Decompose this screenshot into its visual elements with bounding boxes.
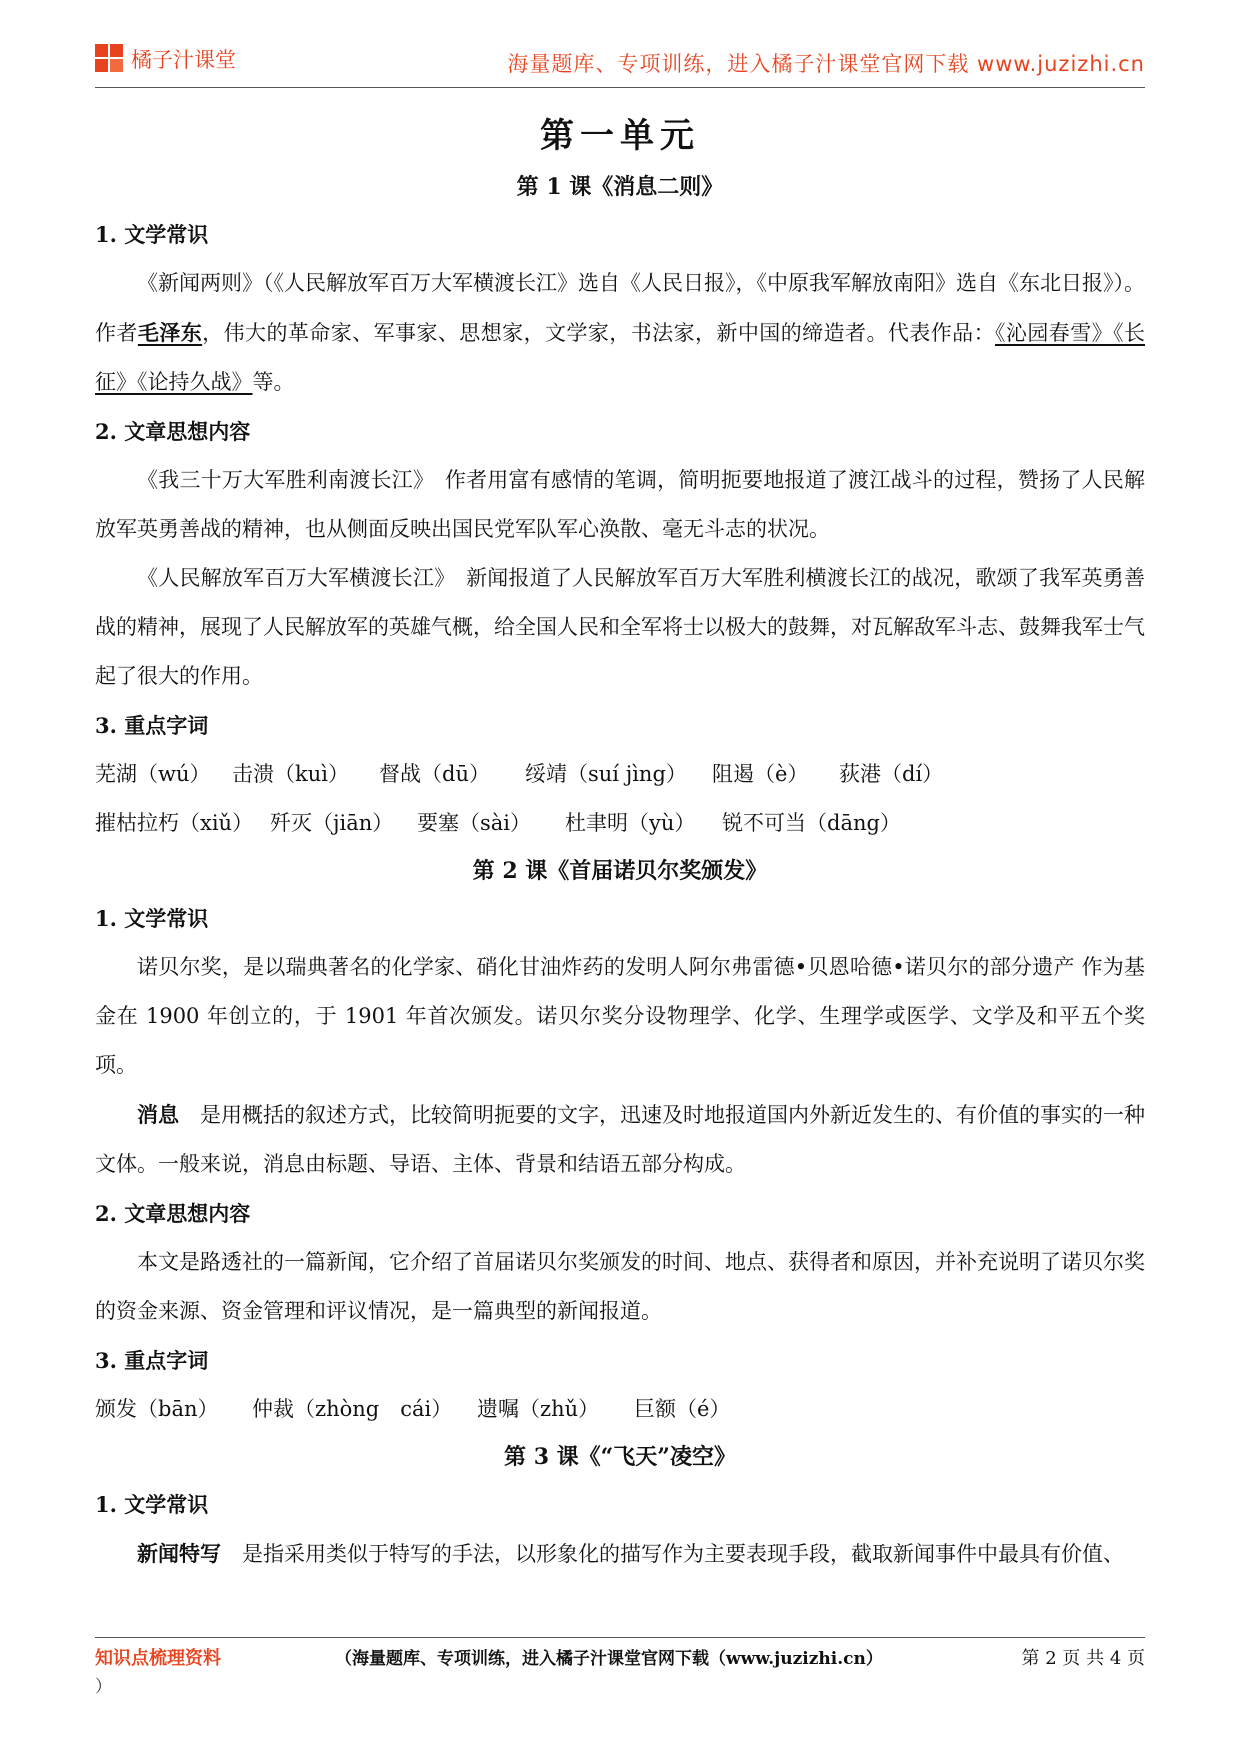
text-span: ，伟大的革命家、军事家、思想家，文学家，书法家，新中国的缔造者。代表作品：	[202, 321, 996, 345]
vocab-row	[95, 1385, 1145, 1434]
section-heading: 2. 文章思想内容	[95, 1201, 251, 1226]
paragraph: 诺贝尔奖，是以瑞典著名的化学家、硝化甘油炸药的发明人阿尔弗雷德•贝恩哈德•诺贝尔的部分遗产 作为基金在 1900 年创立的，于 1901 年首次颁发。诺贝尔奖分设物理学、化学、生理学或医学、文学及和平五个奖项。	[95, 955, 1145, 1077]
text-span: 等。	[252, 370, 295, 394]
representative-works: 《沁园春雪》《长征》《论持久战》	[95, 321, 1146, 394]
text-span: 是用概括的叙述方式，比较简明扼要的文字，迅速及时地报道国内外新近发生的、有价值的事实的一种文体。一般来说，消息由标题、导语、主体、背景和结语五部分构成。	[95, 1103, 1145, 1176]
lesson-title: 第 2 课《首届诺贝尔奖颁发》	[472, 858, 768, 884]
vocab-item: 颁发（bān）	[95, 1397, 219, 1421]
author-name: 毛泽东	[137, 320, 203, 345]
lesson-title: 第 1 课《消息二则》	[516, 174, 724, 200]
lesson-title: 第 3 课《“飞天”凌空》	[504, 1444, 736, 1470]
vocab-item: 芜湖（wú）	[95, 762, 211, 786]
text-span: 《新闻两则》（《人民解放军百万大军横渡长江》选自《人民日报》，《中原我军解放南阳》选自《东北日报》）。作者	[95, 271, 1145, 345]
main-content	[95, 108, 1145, 1579]
section-heading: 1. 文学常识	[95, 906, 209, 931]
footer-slogan: （海量题库、专项训练，进入橘子汁课堂官网下载（www.juzizhi.cn）	[335, 1649, 883, 1669]
section-heading: 1. 文学常识	[95, 222, 209, 247]
page-number: 第 2 页 共 4 页	[1021, 1648, 1145, 1669]
section-heading: 2. 文章思想内容	[95, 419, 251, 444]
vocab-item: 摧枯拉朽（xiǔ）	[95, 811, 254, 835]
vocab-item: 要塞（sài）	[417, 811, 532, 835]
paragraph	[95, 1529, 1145, 1579]
paragraph	[95, 1090, 1145, 1189]
vocab-item: 仲裁（zhòng cái）	[252, 1397, 453, 1421]
page-header	[95, 44, 1145, 84]
section-heading: 3. 重点字词	[95, 1348, 209, 1373]
logo	[95, 44, 236, 74]
logo-text: 橘子汁课堂	[131, 48, 236, 72]
paragraph: 本文是路透社的一篇新闻，它介绍了首届诺贝尔奖颁发的时间、地点、获得者和原因，并补充说明了诺贝尔奖的资金来源、资金管理和评议情况，是一篇典型的新闻报道。	[95, 1250, 1145, 1323]
vocab-item: 遗嘱（zhǔ）	[477, 1397, 600, 1421]
vocab-item: 阻遏（è）	[712, 762, 809, 786]
vocab-item: 歼灭（jiān）	[270, 811, 394, 835]
footer-overflow: ）	[95, 1677, 112, 1697]
footer-label: 知识点梳理资料	[95, 1648, 221, 1669]
paragraph	[95, 259, 1145, 407]
text-span: 是指采用类似于特写的手法，以形象化的描写作为主要表现手段，截取新闻事件中最具有价值、	[221, 1542, 1124, 1566]
vocab-item: 击溃（kuì）	[232, 762, 349, 786]
header-divider	[95, 87, 1145, 88]
section-heading: 1. 文学常识	[95, 1492, 209, 1517]
vocab-item: 荻港（dí）	[839, 762, 944, 786]
vocab-item: 锐不可当（dāng）	[722, 811, 901, 835]
section-heading: 3. 重点字词	[95, 713, 209, 738]
paragraph: 《人民解放军百万大军横渡长江》 新闻报道了人民解放军百万大军胜利横渡长江的战况，歌颂了我军英勇善战的精神，展现了人民解放军的英雄气概，给全国人民和全军将士以极大的鼓舞，对瓦解敌军斗志、鼓舞我军士气起了很大的作用。	[95, 566, 1145, 688]
vocab-row	[95, 799, 1145, 848]
vocab-item: 督战（dū）	[379, 762, 490, 786]
vocab-item: 杜聿明（yù）	[565, 811, 696, 835]
term: 新闻特写	[137, 1541, 221, 1566]
footer-divider	[95, 1637, 1145, 1638]
vocab-row	[95, 750, 1145, 799]
vocab-item: 巨额（é）	[634, 1397, 731, 1421]
logo-icon	[95, 44, 125, 74]
header-slogan: 海量题库、专项训练，进入橘子汁课堂官网下载 www.juzizhi.cn	[507, 52, 1145, 76]
page-footer	[95, 1644, 1145, 1674]
unit-title: 第一单元	[540, 116, 700, 156]
term: 消息	[137, 1102, 179, 1127]
vocab-item: 绥靖（suí jìng）	[525, 762, 687, 786]
paragraph: 《我三十万大军胜利南渡长江》 作者用富有感情的笔调，简明扼要地报道了渡江战斗的过程，赞扬了人民解放军英勇善战的精神，也从侧面反映出国民党军队军心涣散、毫无斗志的状况。	[95, 468, 1145, 541]
